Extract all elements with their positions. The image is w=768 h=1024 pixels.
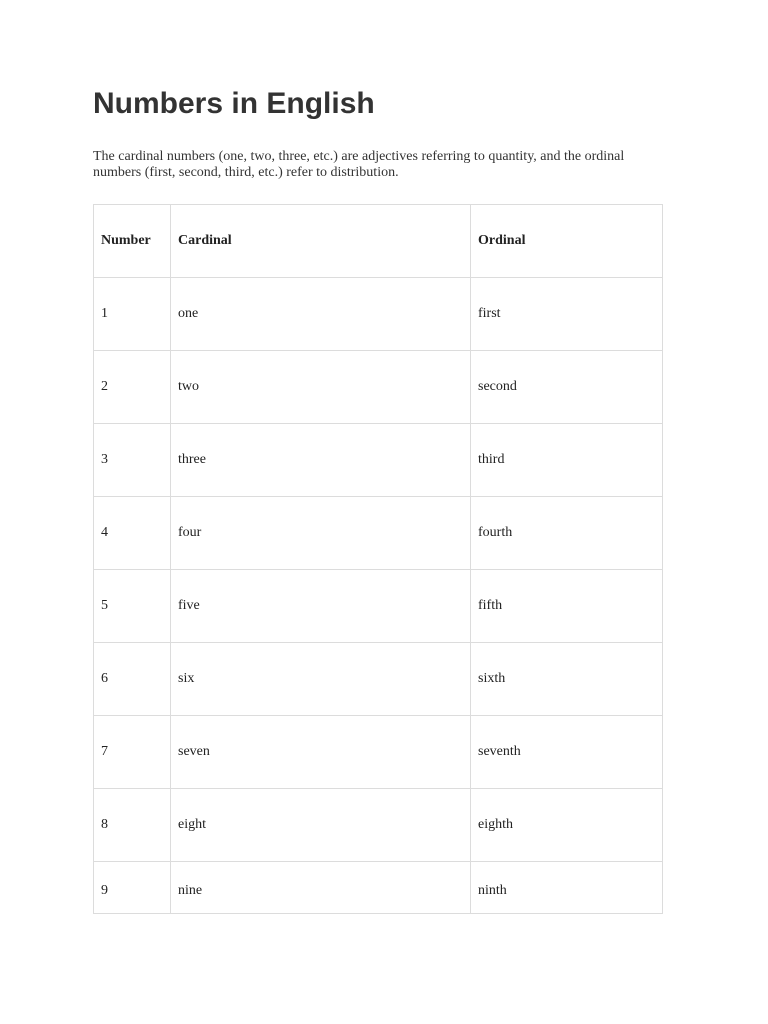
cell-ordinal: sixth [471, 643, 663, 716]
cell-ordinal: second [471, 351, 663, 424]
header-cardinal: Cardinal [171, 205, 471, 278]
cell-cardinal: two [171, 351, 471, 424]
cell-cardinal: six [171, 643, 471, 716]
cell-ordinal: first [471, 278, 663, 351]
cell-cardinal: seven [171, 716, 471, 789]
table-row [94, 424, 663, 497]
header-number: Number [94, 205, 171, 278]
cell-ordinal: fourth [471, 497, 663, 570]
table-header-row [94, 205, 663, 278]
cell-ordinal: third [471, 424, 663, 497]
numbers-table [93, 204, 663, 914]
cell-number: 4 [94, 497, 171, 570]
cell-number: 6 [94, 643, 171, 716]
cell-cardinal: five [171, 570, 471, 643]
cell-number: 2 [94, 351, 171, 424]
intro-paragraph: The cardinal numbers (one, two, three, etc.) are adjectives referring to quantity, and the ordinal numbers (first, second, third, etc.) refer to distribution. [93, 149, 625, 180]
cell-cardinal: one [171, 278, 471, 351]
cell-number: 8 [94, 789, 171, 862]
cell-cardinal: four [171, 497, 471, 570]
table-row [94, 351, 663, 424]
cell-ordinal: ninth [471, 862, 663, 914]
table-row [94, 716, 663, 789]
cell-ordinal: fifth [471, 570, 663, 643]
table-row [94, 789, 663, 862]
table-row [94, 643, 663, 716]
page-title: Numbers in English [93, 87, 375, 120]
cell-cardinal: three [171, 424, 471, 497]
cell-number: 9 [94, 862, 171, 914]
table-row [94, 862, 663, 914]
table-row [94, 497, 663, 570]
cell-ordinal: seventh [471, 716, 663, 789]
cell-number: 1 [94, 278, 171, 351]
header-ordinal: Ordinal [471, 205, 663, 278]
table-row [94, 278, 663, 351]
cell-number: 7 [94, 716, 171, 789]
cell-number: 5 [94, 570, 171, 643]
cell-cardinal: eight [171, 789, 471, 862]
table-row [94, 570, 663, 643]
cell-number: 3 [94, 424, 171, 497]
cell-cardinal: nine [171, 862, 471, 914]
cell-ordinal: eighth [471, 789, 663, 862]
